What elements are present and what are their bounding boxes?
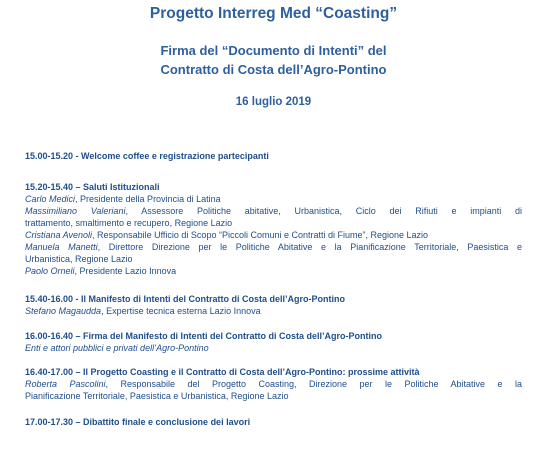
- agenda-session-next-steps: [25, 366, 522, 402]
- subtitle-line-2: Contratto di Costa dell’Agro-Pontino: [160, 62, 387, 77]
- session-heading: 15.00-15.20 - Welcome coffee e registrazione partecipanti: [25, 151, 269, 161]
- speaker-role: , Responsabile del Progetto Coasting, Direzione per le Politiche Abitative e la: [105, 379, 522, 389]
- speaker-role: Pianificazione Territoriale, Paesistica e Urbanistica, Regione Lazio: [25, 391, 289, 401]
- speaker-name: Cristiana Avenoli: [25, 230, 93, 240]
- speaker-line-continued: [25, 253, 522, 265]
- session-heading: 15.20-15.40 – Saluti Istituzionali: [25, 182, 160, 192]
- speaker-name: Massimiliano Valeriani: [25, 206, 126, 216]
- speaker-role: , Presidente della Provincia di Latina: [75, 194, 221, 204]
- agenda-session-signing: [25, 330, 522, 354]
- agenda-session-greetings: [25, 181, 522, 277]
- speaker-role: trattamento, smaltimento e recupero, Regione Lazio: [25, 218, 233, 228]
- session-heading: 15.40-16.00 - Il Manifesto di Intenti del Contratto di Costa dell’Agro-Pontino: [25, 294, 346, 304]
- speaker-line: [25, 378, 522, 390]
- session-heading: 17.00-17.30 – Dibattito finale e conclusione dei lavori: [25, 417, 251, 427]
- participants-line: Enti e attori pubblici e privati dell’Agro-Pontino: [25, 343, 209, 353]
- speaker-role: Urbanistica, Regione Lazio: [25, 254, 133, 264]
- agenda-session-welcome: [25, 150, 522, 162]
- agenda-session-closing: [25, 416, 522, 428]
- speaker-name: Stefano Magaudda: [25, 306, 102, 316]
- speaker-name: Paolo Orneli: [25, 266, 75, 276]
- subtitle-line-1: Firma del “Documento di Intenti” del: [160, 43, 387, 58]
- speaker-name: Carlo Medici: [25, 194, 76, 204]
- speaker-line: [25, 193, 522, 205]
- agenda-session-manifesto: [25, 293, 522, 317]
- speaker-name: Manuela Manetti: [25, 242, 98, 252]
- speaker-line-continued: [25, 390, 522, 402]
- speaker-role: , Expertise tecnica esterna Lazio Innova: [101, 306, 261, 316]
- speaker-role: , Presidente Lazio Innova: [74, 266, 177, 276]
- speaker-line-continued: [25, 217, 522, 229]
- session-heading: 16.00-16.40 – Firma del Manifesto di Intenti del Contratto di Costa dell’Agro-Pontino: [25, 331, 383, 341]
- speaker-line: [25, 265, 522, 277]
- speaker-line: [25, 229, 522, 241]
- speaker-line: [25, 205, 522, 217]
- speaker-name: Roberta Pascolini: [25, 379, 106, 389]
- session-heading: 16.40-17.00 – Il Progetto Coasting e il Contratto di Costa dell’Agro-Pontino: prossime attività: [25, 367, 420, 377]
- speaker-role: , Assessore Politiche abitative, Urbanistica, Ciclo dei Rifiuti e impianti di: [125, 206, 523, 216]
- speaker-role: , Direttore Direzione per le Politiche Abitative e la Pianificazione Territoriale, Paesistica e: [97, 242, 522, 252]
- speaker-line: [25, 241, 522, 253]
- page-title: Progetto Interreg Med “Coasting”: [149, 5, 398, 22]
- event-date: 16 luglio 2019: [235, 96, 312, 108]
- speaker-role: , Responsabile Ufficio di Scopo “Piccoli Comuni e Contratti di Fiume”, Regione Lazio: [92, 230, 429, 240]
- speaker-line: [25, 305, 522, 317]
